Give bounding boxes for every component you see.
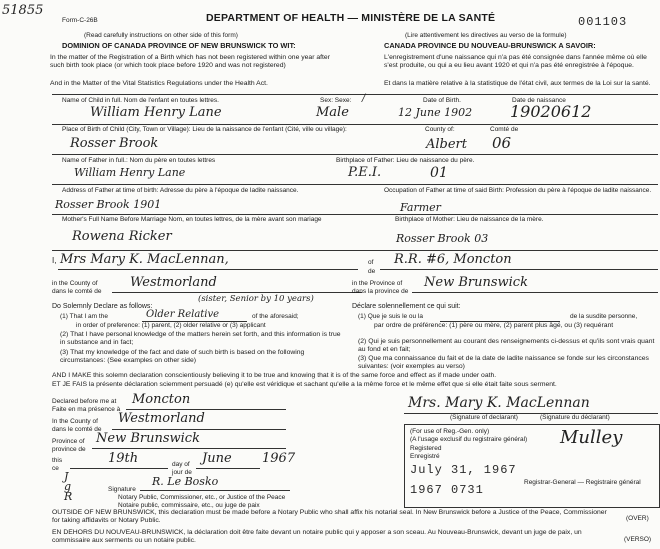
- value-place-birth: Rosser Brook: [70, 136, 159, 151]
- read-instructions-en: (Read carefully instructions on other side of this form): [84, 32, 238, 39]
- label-sig-declarant-fr: (Signature du déclarant): [540, 414, 610, 421]
- value-father-address: Rosser Brook 1901: [55, 198, 162, 211]
- dominion-en: DOMINION OF CANADA PROVINCE OF NEW BRUNSWICK TO WIT:: [62, 41, 296, 50]
- value-registered-date: July 31, 1967: [410, 463, 517, 477]
- rule: [112, 429, 286, 430]
- label-declare-en: Do Solemnly Declare as follows:: [52, 303, 153, 310]
- label-county-en: in the County of: [52, 280, 98, 287]
- value-declared-province: New Brunswick: [96, 431, 200, 446]
- label-d1-fr-2: par ordre de préférence: (1) père ou mère, (2) parent plus âgé, ou (3) requérant: [374, 322, 614, 329]
- label-d1-fr: (1) Que je suis le ou la: [358, 313, 424, 320]
- value-declarant-of: R.R. #6, Moncton: [394, 252, 512, 267]
- label-ce: ce: [52, 465, 59, 472]
- read-instructions-fr: (Lire attentivement les directives au verso de la formule): [405, 32, 567, 39]
- value-sex: Male: [316, 105, 349, 120]
- value-day: 19th: [108, 451, 139, 466]
- value-mother-birthplace: Rosser Brook 03: [396, 232, 489, 245]
- value-registrar-initials: Mulley: [560, 427, 623, 448]
- rule: [52, 214, 658, 215]
- label-d3-en: (3) That my knowledge of the fact and date of such birth is based on the following circumstances: (See examples on other side): [60, 349, 305, 365]
- value-notary-signature: R. Le Bosko: [152, 475, 219, 488]
- label-enregistre: Enregistré: [410, 453, 440, 460]
- label-province-de2: province de: [52, 446, 86, 453]
- rule: [52, 154, 658, 155]
- serial-number: 001103: [578, 15, 628, 29]
- label-i: I,: [52, 256, 57, 265]
- label-registrar: Registrar-General — Registraire général: [524, 479, 641, 486]
- label-place-birth: Place of Birth of Child (City, Town or Village): Lieu de la naissance de l'enfant (Cité, ville ou village):: [62, 126, 347, 133]
- dominion-fr: CANADA PROVINCE DU NOUVEAU-BRUNSWICK A SAVOIR:: [384, 41, 596, 50]
- rule: [52, 184, 658, 185]
- value-father-occupation: Farmer: [400, 201, 441, 214]
- label-county-of: County of:: [425, 126, 455, 133]
- label-de: de: [368, 268, 376, 275]
- rule: [52, 124, 658, 125]
- value-declarant-province: New Brunswick: [424, 275, 528, 290]
- value-declarant: Mrs Mary K. MacLennan,: [60, 252, 229, 267]
- sex-mark: /: [362, 93, 366, 104]
- value-declared-county: Westmorland: [118, 411, 205, 426]
- rule: [52, 94, 658, 95]
- label-signature: Signature: [108, 486, 136, 493]
- outside-fr: EN DEHORS DU NOUVEAU-BRUNSWICK, la déclaration doit être faite devant un notaire public qui y apposer a son sceau. Au Nouveau-Brunswick, devant un juge de paix, un commissaire aux serments ou un notaire public.: [52, 529, 582, 545]
- label-dob-fr: Date de naissance: [512, 97, 566, 104]
- rule: [380, 269, 658, 270]
- label-d1-en: (1) That I am the: [60, 313, 108, 320]
- label-reg-use-fr: (A l'usage exclusif du registraire général): [410, 436, 528, 443]
- rule: [126, 409, 286, 410]
- rule: [52, 250, 658, 251]
- value-father-birthplace: P.E.I.: [348, 165, 382, 180]
- label-d2-fr: (2) Qui je suis personnellement au courant des renseignements ci-dessus et qu'ils sont vrais quant au fond et en fait;: [358, 338, 655, 354]
- label-d1-en-2: in order of preference: (1) parent, (2) older relative or (3) applicant: [76, 322, 266, 329]
- label-birthplace-father: Birthplace of Father: Lieu de naissance du père.: [336, 157, 475, 164]
- label-declare-fr: Déclare solennellement ce qui suit:: [352, 303, 461, 310]
- and-matter-fr: Et dans la matière relative à la statistique de l'état civil, aux termes de la Loi sur la santé.: [384, 80, 651, 87]
- label-reg-use: (For use of Reg.-Gen. only): [410, 428, 490, 435]
- label-d1-en-tail: of the aforesaid;: [252, 313, 299, 320]
- label-father-name: Name of Father in full.: Nom du père en toutes lettres: [62, 157, 216, 164]
- rule: [70, 468, 168, 469]
- margin-note: J g R: [64, 470, 73, 503]
- value-month: June: [202, 451, 232, 466]
- label-d2-en: (2) That I have personal knowledge of the matters herein set forth, and this information is true in substance and in fact;: [60, 331, 341, 347]
- value-child-name: William Henry Lane: [90, 105, 222, 120]
- label-dob: Date of Birth.: [423, 97, 461, 104]
- solemn-en: AND I MAKE this solemn declaration conscientiously believing it to be true and knowing that it is of the same force and effect as if made under oath.: [52, 372, 497, 379]
- outside-en: OUTSIDE OF NEW BRUNSWICK, this declaration must be made before a Notary Public who shall affix his notarial seal. In New Brunswick before a Justice of the Peace, Commissioner for taking affidavits or Notary Public.: [52, 509, 607, 525]
- value-relationship-note: (sister, Senior by 10 years): [198, 294, 314, 304]
- rule: [112, 292, 362, 293]
- label-sex: Sex: Sexe:: [320, 97, 352, 104]
- label-day-of: day of: [172, 461, 190, 468]
- value-reg-number: 1967 0731: [410, 483, 484, 497]
- form-number: Form-C-26B: [62, 17, 98, 24]
- label-notary-1: Notary Public, Commissioner, etc., or Justice of the Peace: [118, 494, 286, 501]
- rule: [412, 292, 658, 293]
- value-declarant-county: Westmorland: [130, 275, 217, 290]
- label-of: of: [368, 259, 374, 266]
- rule: [140, 490, 290, 491]
- value-county-code: 06: [492, 134, 512, 152]
- value-father-name: William Henry Lane: [74, 166, 186, 179]
- label-notary-2: Notaire public, commissaire, etc., ou juge de paix: [118, 502, 260, 509]
- label-sig-declarant: (Signature of declarant): [450, 414, 518, 421]
- and-matter-en: And in the Matter of the Vital Statistics Regulations under the Health Act.: [50, 80, 268, 87]
- solemn-fr: ET JE FAIS la présente déclaration sciemment persuadé (e) qu'elle est véridique et sachant qu'elle a la même force et le même effet que si elle était faite sous serment.: [52, 381, 557, 388]
- value-dob-written: 12 June 1902: [398, 106, 473, 119]
- label-d3-fr: (3) Que ma connaissance du fait et de la date de ladite naissance se fonde sur les circonstances suivantes: (voir exemples au verso): [358, 355, 649, 371]
- rule: [404, 413, 658, 414]
- label-county-of2: In the County of: [52, 418, 98, 425]
- label-child-name: Name of Child in full. Nom de l'enfant en toutes lettres.: [62, 97, 219, 104]
- label-county-fr: dans le comté de: [52, 288, 102, 295]
- matter-en: In the matter of the Registration of a Birth which has not been registered within one year after such birth took place (or which took place before 1920 and was not registered): [50, 54, 330, 70]
- label-dans-comte2: dans le comté de: [52, 426, 102, 433]
- rule: [92, 448, 286, 449]
- label-this: this: [52, 457, 63, 464]
- label-declared-before: Declared before me at: [52, 398, 117, 405]
- value-dob-numeric: 19020612: [510, 102, 592, 121]
- value-father-birthplace-code: 01: [430, 165, 448, 181]
- matter-fr: L'enregistrement d'une naissance qui n'a pas été consignée dans l'année même où elle s'est produite, ou qui a eu lieu avant 1920 et qui n'a pas été enregistrée à l'époque.: [384, 54, 647, 70]
- rule: [58, 269, 358, 270]
- value-declared-at: Moncton: [132, 392, 191, 407]
- verso-label: (VERSO): [624, 536, 652, 543]
- label-province-en: in the Province of: [352, 280, 403, 287]
- label-province-fr: dans la province de: [352, 288, 409, 295]
- label-comte-de: Comté de: [490, 126, 519, 133]
- label-mother-name: Mother's Full Name Before Marriage Nom, en toutes lettres, de la mère avant son mariage: [62, 216, 322, 223]
- value-relationship: Older Relative: [146, 309, 220, 320]
- label-jour-de: jour de: [172, 469, 192, 476]
- label-registered: Registered: [410, 445, 442, 452]
- label-province-of2: Province of: [52, 438, 85, 445]
- label-d1-fr-tail: de la susdite personne,: [570, 313, 638, 320]
- label-occupation-father: Occupation of Father at time of said Birth: Profession du père à l'époque de ladite naissance.: [384, 187, 652, 194]
- form-title: DEPARTMENT OF HEALTH — MINISTÈRE DE LA SANTÉ: [206, 12, 496, 24]
- value-declarant-signature: Mrs. Mary K. MacLennan: [408, 395, 590, 411]
- label-address-father: Address of Father at time of birth: Adresse du père à l'époque de ladite naissance.: [62, 187, 299, 194]
- value-mother-name: Rowena Ricker: [72, 229, 172, 244]
- label-faite-en: Faite en ma présence à: [52, 406, 121, 413]
- value-year: 1967: [262, 451, 296, 466]
- value-county: Albert: [426, 137, 467, 152]
- over-label: (OVER): [626, 515, 649, 522]
- margin-number: 51855: [2, 3, 44, 18]
- label-birthplace-mother: Birthplace of Mother: Lieu de naissance de la mère.: [395, 216, 544, 223]
- rule: [196, 468, 260, 469]
